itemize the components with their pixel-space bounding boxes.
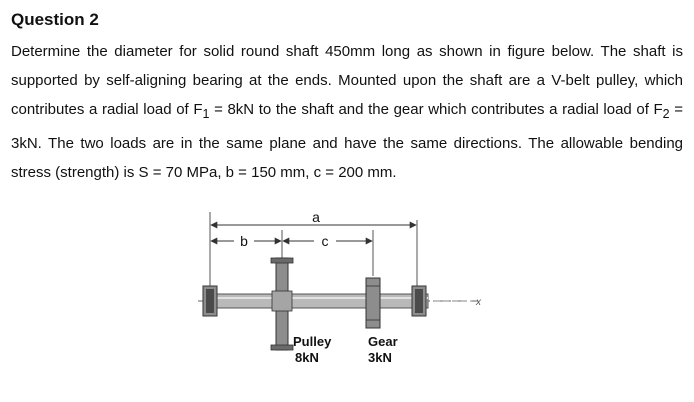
f1-subscript: 1 (202, 107, 210, 121)
pulley-rim-top (271, 258, 293, 263)
pulley-hub (272, 291, 292, 311)
gear-body (366, 278, 380, 328)
question-text (11, 37, 683, 187)
pulley-rim-bottom (271, 345, 293, 350)
shaft-figure (196, 206, 496, 386)
left-bearing-race (206, 289, 214, 313)
text-part-3: = 3kN. The two loads are in the same plane and have the same directions. The allowable bending stress (strength) is S = 70 MPa, b = 150 mm, c = 200 mm. (11, 101, 683, 181)
gear-load-label: 3kN (368, 350, 392, 365)
pulley-name-label: Pulley (293, 334, 332, 349)
dimension-a-label: a (312, 209, 320, 225)
pulley-load-label: 8kN (295, 350, 319, 365)
text-part-1: Determine the diameter for solid round shaft 450mm long as shown in figure below. The shaft is supported by self-aligning bearing at the ends. Mounted upon the shaft are a V-belt pulley, which contributes a radial load of F (11, 43, 683, 118)
f2-subscript: 2 (662, 107, 670, 121)
gear-name-label: Gear (368, 334, 398, 349)
dimension-b-label: b (240, 233, 248, 249)
question-heading: Question 2 (11, 10, 99, 29)
text-part-2: = 8kN to the shaft and the gear which contributes a radial load of F (209, 101, 663, 118)
shaft-body (206, 294, 428, 308)
axis-x-label: x (476, 297, 481, 308)
dimension-c-label: c (321, 233, 329, 249)
right-bearing-race (415, 289, 423, 313)
shaft-diagram (196, 206, 496, 386)
